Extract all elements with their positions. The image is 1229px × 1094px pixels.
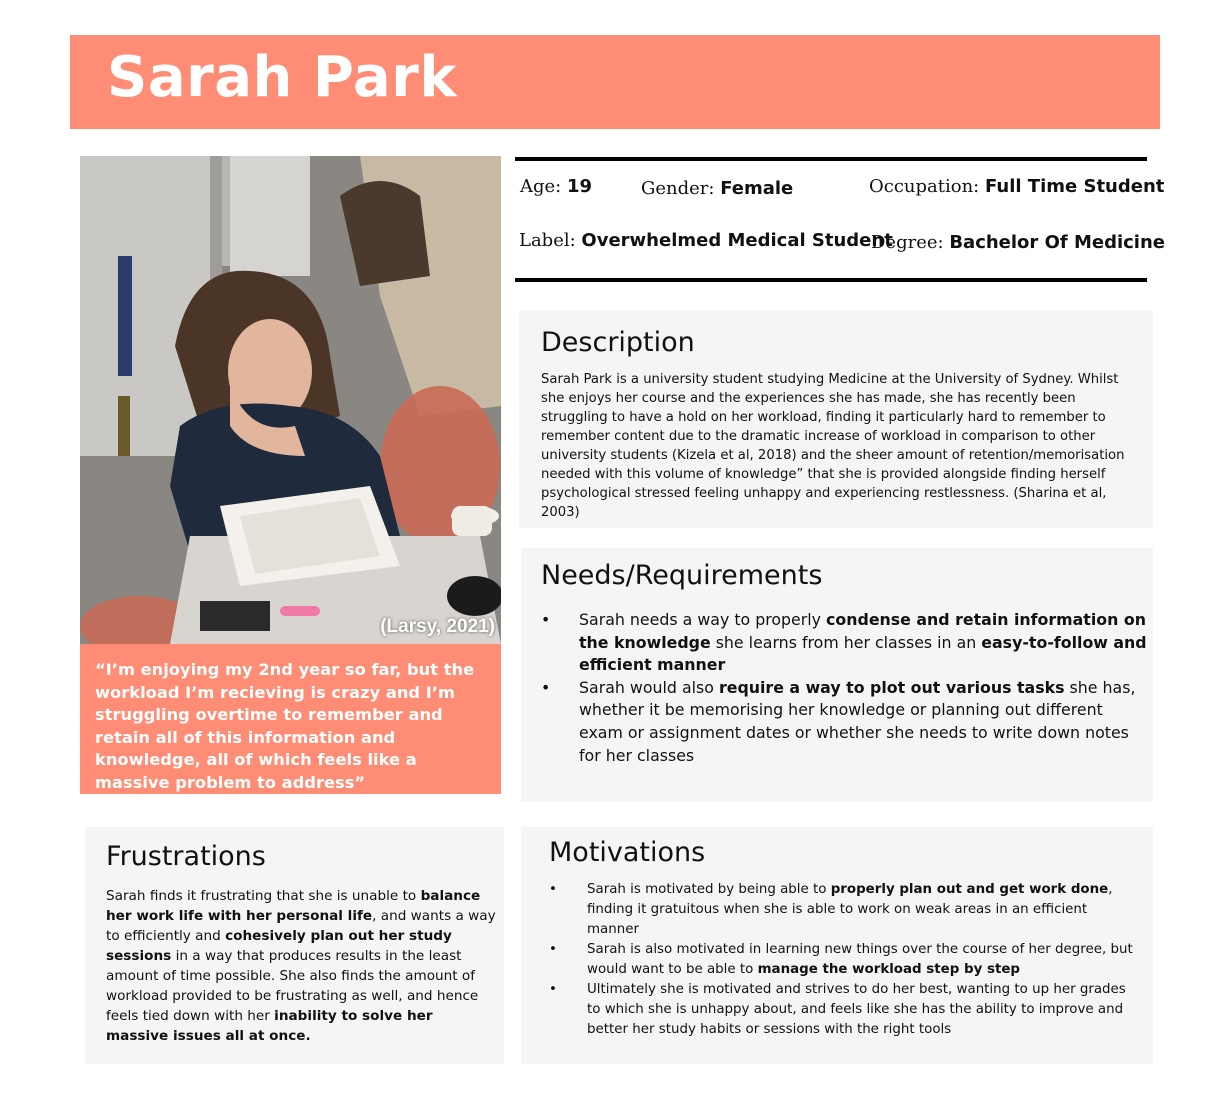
student-photo-illustration — [80, 156, 501, 644]
needs-title: Needs/Requirements — [541, 560, 823, 591]
frustrations-text: Sarah finds it frustrating that she is unable to balance her work life with her personal life, and wants a way to efficiently and cohesively plan out her study sessions in a way that produces results in the least amount of time possible. She also finds the amount of workload provided to be frustrating as well, and hence feels tied down with her inability to solve her massive issues all at once. — [106, 888, 496, 1044]
gender-value: Female — [720, 178, 794, 199]
label-label: Label: — [519, 230, 576, 251]
description-panel — [519, 310, 1153, 528]
persona-photo — [80, 156, 501, 644]
occupation-field — [869, 176, 1164, 197]
occupation-label: Occupation: — [869, 176, 980, 197]
degree-field — [871, 232, 1165, 253]
gender-field — [641, 178, 793, 199]
age-label: Age: — [520, 176, 562, 197]
needs-panel — [521, 548, 1153, 802]
label-value: Overwhelmed Medical Student — [581, 230, 893, 251]
label-field — [519, 230, 893, 251]
list-item: • Sarah is also motivated in learning new things over the course of her degree, but would want to be able to manage the workload step by step — [549, 940, 1141, 980]
motivations-list — [549, 880, 1141, 1040]
quote-box — [80, 644, 501, 794]
motivations-panel — [521, 827, 1153, 1064]
photo-credit: (Larsy, 2021) — [380, 616, 495, 637]
list-item: • Sarah would also require a way to plot out various tasks she has, whether it be memorising her knowledge or planning out different exam or assignment dates or whether she needs to write down notes for her classes — [541, 677, 1149, 767]
motivations-title: Motivations — [549, 837, 706, 868]
list-item: • Sarah needs a way to properly condense and retain information on the knowledge she learns from her classes in an easy-to-follow and efficient manner — [541, 609, 1149, 677]
age-value: 19 — [566, 176, 593, 197]
persona-name: Sarah Park — [107, 45, 458, 110]
degree-value: Bachelor Of Medicine — [949, 232, 1166, 253]
degree-label: Degree: — [871, 232, 944, 253]
info-table — [515, 157, 1166, 282]
needs-list — [541, 609, 1149, 767]
persona-quote: “I’m enjoying my 2nd year so far, but the workload I’m recieving is crazy and I’m struggling overtime to remember and retain all of this information and knowledge, all of which feels like a massive problem to address” — [95, 660, 475, 792]
description-text: Sarah Park is a university student studying Medicine at the University of Sydney. Whilst she enjoys her course and the experiences she has made, she has recently been struggling to have a hold on her workload, finding it particularly hard to remember to remember content due to the dramatic increase of workload in comparison to other university students (Kizela et al, 2018) and the sheer amount of retention/memorisation needed with this volume of knowledge” that she is provided alongside finding herself psychological stressed feeling unhappy and experiencing restlessness. (Sharina et al, 2003) — [541, 372, 1125, 520]
list-item: • Ultimately she is motivated and strives to do her best, wanting to up her grades to which she is unhappy about, and feels like she has the ability to improve and better her study habits or sessions with the right tools — [549, 980, 1141, 1040]
frustrations-panel — [85, 827, 504, 1064]
list-item: • Sarah is motivated by being able to properly plan out and get work done, finding it gratuitous when she is able to work on weak areas in an efficient manner — [549, 880, 1141, 940]
age-field — [520, 176, 592, 197]
gender-label: Gender: — [641, 178, 715, 199]
description-title: Description — [541, 327, 695, 358]
occupation-value: Full Time Student — [984, 176, 1165, 197]
frustrations-title: Frustrations — [106, 841, 266, 872]
